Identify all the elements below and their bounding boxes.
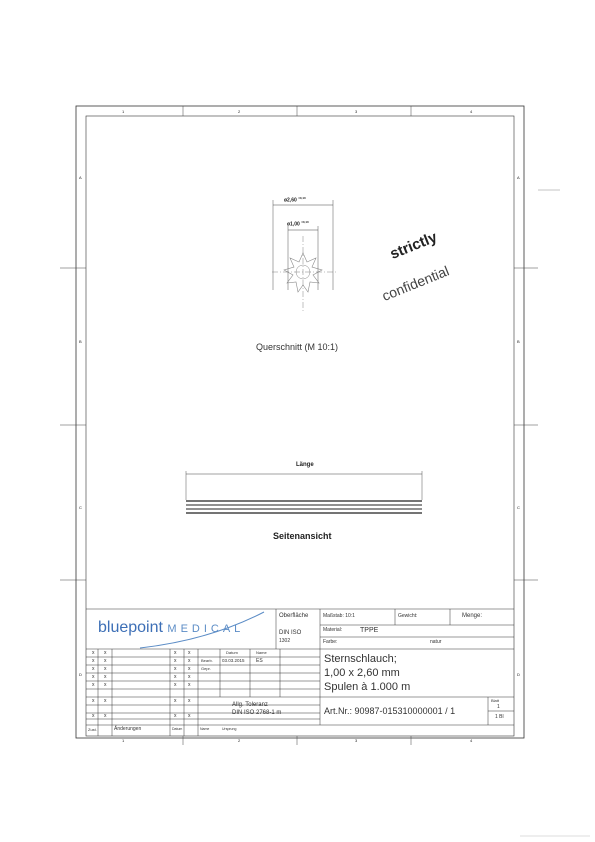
sheet-label: Blatt bbox=[491, 698, 500, 703]
sheet-number: 1 bbox=[497, 704, 500, 710]
part-description-line3: Spulen à 1.000 m bbox=[324, 681, 411, 693]
revision-mark: x bbox=[92, 698, 95, 704]
surface-label: Oberfläche bbox=[279, 613, 309, 619]
quantity-label: Menge: bbox=[462, 613, 483, 619]
revision-mark: x bbox=[104, 658, 107, 664]
part-description-line2: 1,00 x 2,60 mm bbox=[324, 667, 400, 679]
revision-mark: x bbox=[92, 650, 95, 656]
color-label: Farbe: bbox=[323, 639, 338, 645]
revision-mark: x bbox=[92, 682, 95, 688]
revision-mark: x bbox=[92, 713, 95, 719]
zone-marker-right-b: B bbox=[517, 339, 520, 344]
material-label: Material: bbox=[323, 627, 343, 633]
outer-diameter-tolerance: ±0,10 bbox=[298, 196, 306, 200]
revision-mark: x bbox=[188, 658, 191, 664]
revision-mark: x bbox=[174, 666, 177, 672]
footer-status: Zust. bbox=[88, 727, 97, 732]
logo-word-bluepoint: bluepoint bbox=[98, 619, 163, 636]
revision-mark: x bbox=[104, 698, 107, 704]
revision-mark: x bbox=[104, 674, 107, 680]
surface-standard: DIN ISO bbox=[279, 630, 302, 636]
footer-name: Name bbox=[200, 727, 210, 731]
revision-mark: x bbox=[92, 666, 95, 672]
revision-mark: x bbox=[104, 650, 107, 656]
revision-mark: x bbox=[92, 658, 95, 664]
name-header: Name bbox=[256, 650, 267, 655]
cross-section-caption: Querschnitt (M 10:1) bbox=[256, 342, 339, 352]
zone-marker-left-c: C bbox=[79, 505, 82, 510]
material-value: TPPE bbox=[360, 627, 379, 634]
zone-marker-top-1: 1 bbox=[122, 109, 125, 114]
side-view-drawing bbox=[186, 471, 422, 513]
date-header: Datum bbox=[226, 650, 238, 655]
part-description-line1: Sternschlauch; bbox=[324, 653, 397, 665]
revision-mark: x bbox=[174, 698, 177, 704]
general-tolerance-standard: DIN ISO 2768-1 m bbox=[232, 710, 282, 716]
revision-mark: x bbox=[104, 666, 107, 672]
sheet-total: 1 Bl bbox=[495, 714, 504, 720]
outer-diameter-dimension bbox=[284, 197, 306, 204]
zone-marker-bottom-2: 2 bbox=[238, 738, 241, 743]
revision-mark: x bbox=[188, 713, 191, 719]
color-value: natur bbox=[430, 639, 442, 645]
revision-mark: x bbox=[92, 674, 95, 680]
zone-marker-right-c: C bbox=[517, 505, 520, 510]
zone-marker-bottom-1: 1 bbox=[122, 738, 125, 743]
zone-marker-right-a: A bbox=[517, 175, 520, 180]
company-logo bbox=[98, 620, 244, 636]
revision-mark: x bbox=[188, 674, 191, 680]
outer-diameter-value: ø2,60 bbox=[284, 197, 297, 204]
article-number: Art.Nr.: 90987-015310000001 / 1 bbox=[324, 706, 456, 716]
checked-label: Gepr. bbox=[201, 666, 211, 671]
revision-mark: x bbox=[188, 650, 191, 656]
zone-marker-top-2: 2 bbox=[238, 109, 241, 114]
revision-mark: x bbox=[188, 698, 191, 704]
logo-word-medical: MEDICAL bbox=[167, 623, 245, 635]
zone-marker-top-4: 4 bbox=[470, 109, 473, 114]
revision-mark: x bbox=[188, 666, 191, 672]
inner-diameter-value: ø1,00 bbox=[287, 221, 300, 228]
drawn-label: Bearb. bbox=[201, 658, 213, 663]
stamp-strictly: strictly bbox=[387, 228, 440, 263]
zone-marker-bottom-4: 4 bbox=[470, 738, 473, 743]
zone-marker-left-b: B bbox=[79, 339, 82, 344]
zone-marker-bottom-3: 3 bbox=[355, 738, 358, 743]
zone-marker-right-d: D bbox=[517, 672, 520, 677]
zone-marker-left-d: D bbox=[79, 672, 82, 677]
side-view-caption: Seitenansicht bbox=[273, 531, 332, 541]
revision-mark: x bbox=[174, 713, 177, 719]
revision-mark: x bbox=[174, 650, 177, 656]
revision-mark: x bbox=[174, 682, 177, 688]
drawn-name: ES bbox=[256, 658, 263, 664]
scale-label: Maßstab: 10:1 bbox=[323, 613, 355, 619]
stamp-confidential: confidential bbox=[379, 262, 452, 304]
surface-number: 1302 bbox=[279, 638, 291, 644]
general-tolerance-label: Allg. Toleranz bbox=[232, 702, 268, 708]
zone-marker-left-a: A bbox=[79, 175, 82, 180]
inner-diameter-tolerance: ±0,10 bbox=[301, 220, 309, 224]
revision-mark: x bbox=[104, 713, 107, 719]
revision-mark: x bbox=[174, 674, 177, 680]
length-dimension-label: Länge bbox=[296, 462, 314, 468]
revision-mark: x bbox=[174, 658, 177, 664]
zone-marker-top-3: 3 bbox=[355, 109, 358, 114]
drawn-date: 03.03.2015 bbox=[222, 658, 245, 663]
revision-mark: x bbox=[104, 682, 107, 688]
weight-label: Gewicht: bbox=[398, 613, 418, 619]
footer-origin: Ursprung bbox=[222, 727, 237, 731]
inner-diameter-dimension bbox=[287, 221, 309, 228]
footer-date: Datum bbox=[172, 727, 183, 731]
revision-mark: x bbox=[188, 682, 191, 688]
footer-changes: Änderungen bbox=[114, 726, 142, 732]
